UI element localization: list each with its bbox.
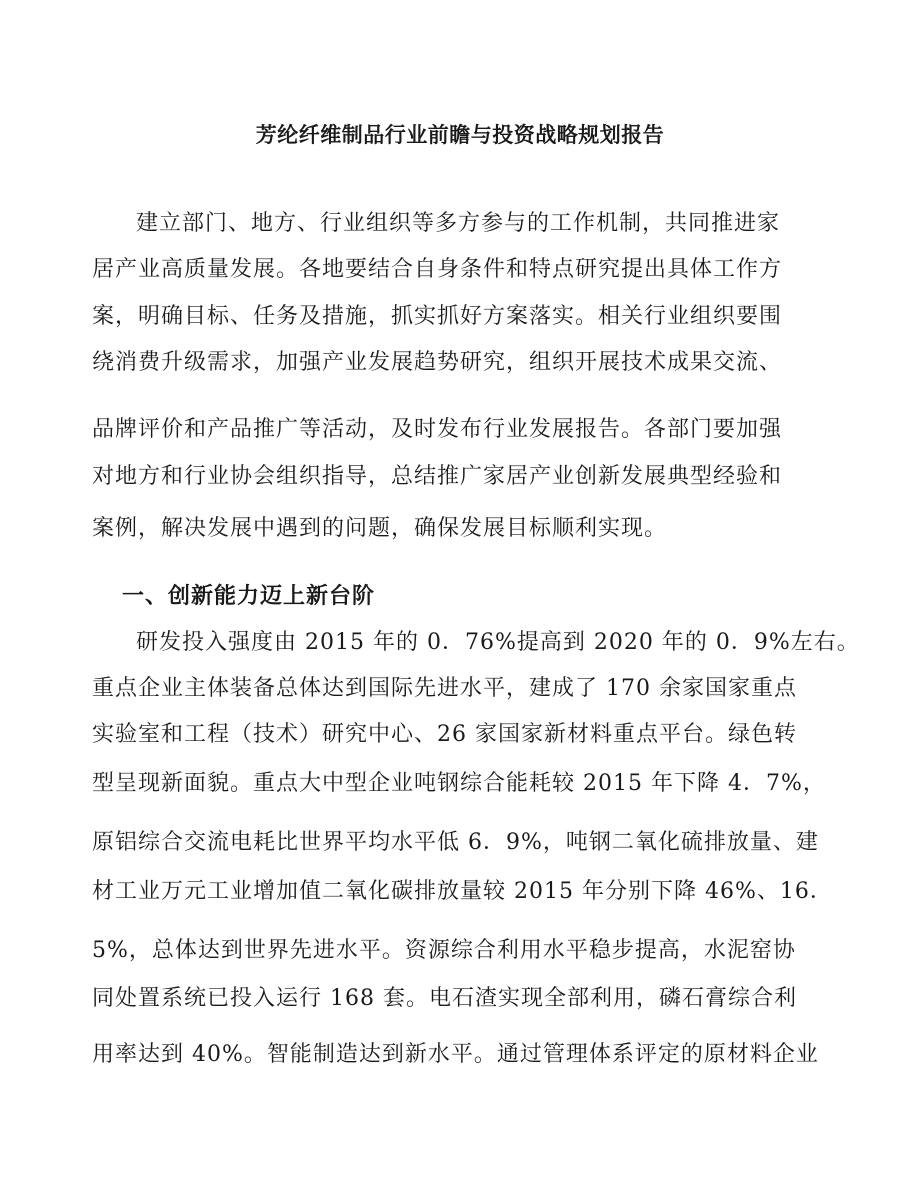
paragraph-line: 实验室和工程（技术）研究中心、26 家国家新材料重点平台。绿色转 (92, 722, 797, 747)
paragraph-line: 案例，解决发展中遇到的问题，确保发展目标顺利实现。 (92, 516, 668, 541)
document-title: 芳纶纤维制品行业前瞻与投资战略规划报告 (255, 122, 665, 147)
paragraph-line: 材工业万元工业增加值二氧化碳排放量较 2015 年分别下降 46%、16． (92, 879, 833, 904)
paragraph-line: 研发投入强度由 2015 年的 0．76%提高到 2020 年的 0．9%左右。 (136, 630, 860, 655)
paragraph-line: 型呈现新面貌。重点大中型企业吨钢综合能耗较 2015 年下降 4．7%， (92, 771, 826, 796)
paragraph-line: 对地方和行业协会组织指导，总结推广家居产业创新发展典型经验和 (92, 464, 783, 489)
paragraph-line: 原铝综合交流电耗比世界平均水平低 6．9%，吨钢二氧化硫排放量、建 (92, 830, 819, 855)
paragraph-line: 同处置系统已投入运行 168 套。电石渣实现全部利用，磷石膏综合利 (92, 986, 797, 1011)
paragraph-line: 居产业高质量发展。各地要结合自身条件和特点研究提出具体工作方 (92, 257, 783, 282)
section-heading: 一、创新能力迈上新台阶 (122, 583, 376, 609)
paragraph-line: 5%，总体达到世界先进水平。资源综合利用水平稳步提高，水泥窑协 (92, 938, 796, 963)
paragraph-line: 用率达到 40%。智能制造达到新水平。通过管理体系评定的原材料企业 (92, 1042, 819, 1067)
paragraph-line: 品牌评价和产品推广等活动，及时发布行业发展报告。各部门要加强 (92, 417, 783, 442)
paragraph-line: 绕消费升级需求，加强产业发展趋势研究，组织开展技术成果交流、 (92, 350, 783, 375)
paragraph-line: 建立部门、地方、行业组织等多方参与的工作机制，共同推进家 (136, 211, 781, 236)
paragraph-line: 重点企业主体装备总体达到国际先进水平，建成了 170 余家国家重点 (92, 676, 797, 701)
paragraph-line: 案，明确目标、任务及措施，抓实抓好方案落实。相关行业组织要围 (92, 304, 783, 329)
